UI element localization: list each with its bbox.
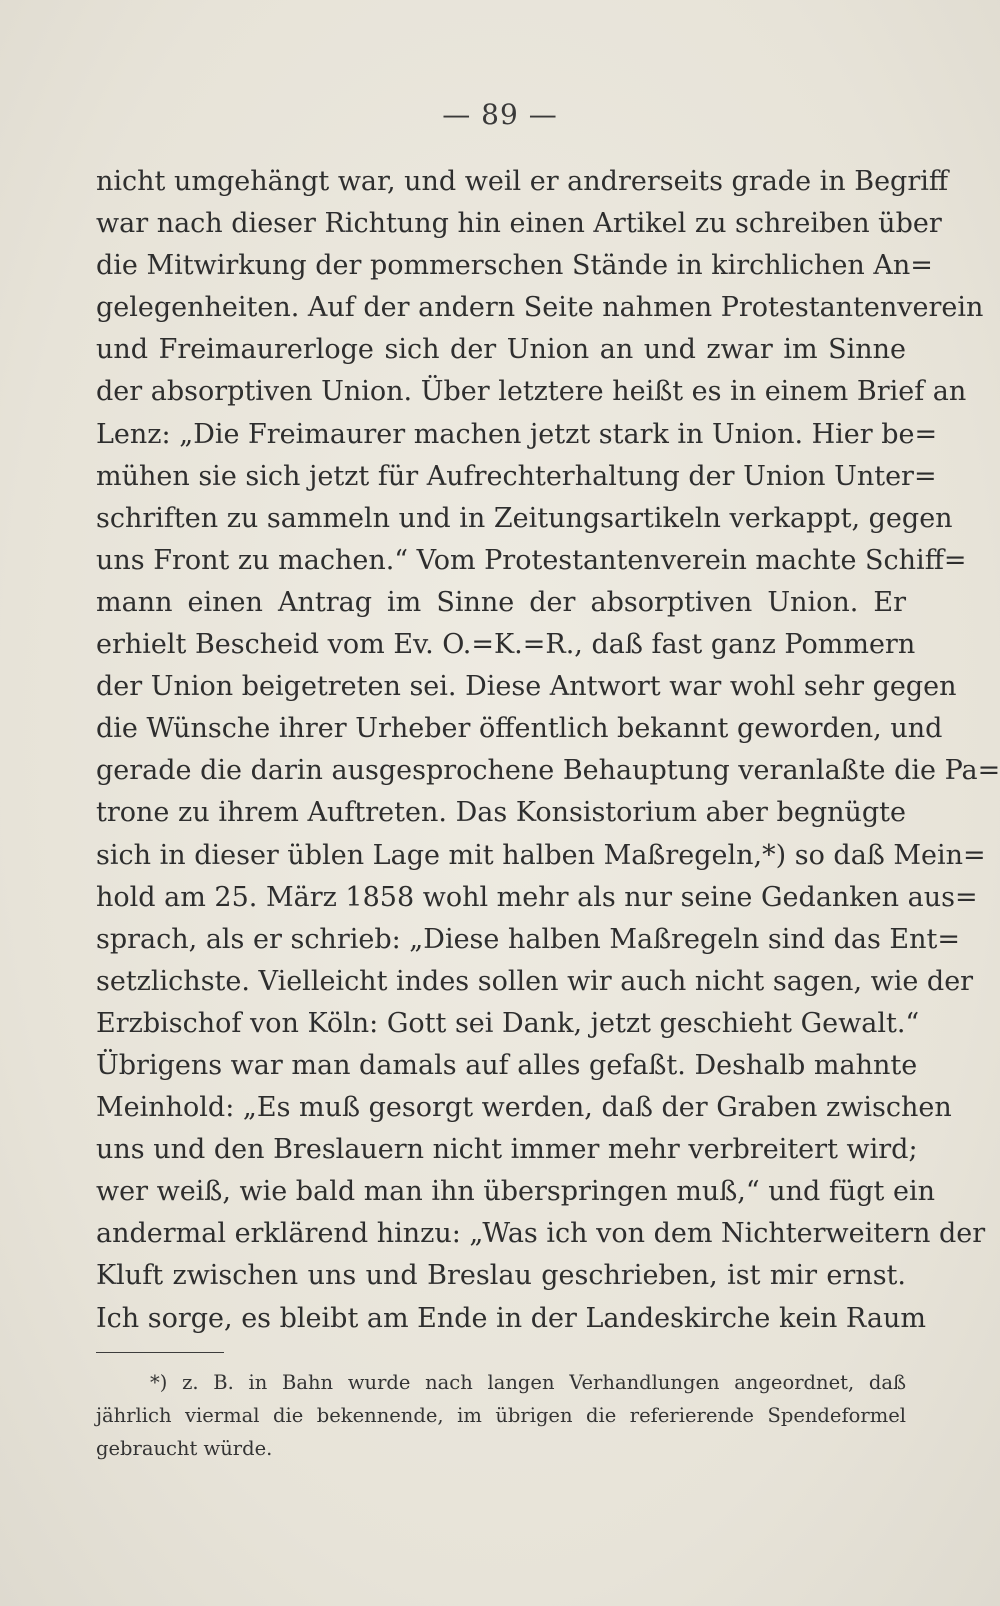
text-line: setzlichste. Vielleicht indes sollen wir auch nicht sagen, wie der	[96, 965, 974, 997]
footnote-divider	[96, 1352, 224, 1353]
page-number: — 89 —	[442, 98, 558, 131]
text-line: gelegenheiten. Auf der andern Seite nahmen Protestantenverein	[96, 292, 984, 324]
text-line: Übrigens war man damals auf alles gefaßt. Deshalb mahnte	[96, 1049, 918, 1081]
text-line: gerade die darin ausgesprochene Behauptung veranlaßte die Pa=	[96, 755, 1000, 787]
text-line: uns Front zu machen.“ Vom Protestantenverein machte Schiff=	[96, 544, 967, 576]
text-line: der Union beigetreten sei. Diese Antwort war wohl sehr gegen	[96, 671, 957, 703]
text-line: nicht umgehängt war, und weil er andrerseits grade in Begriff	[96, 166, 949, 197]
text-line: Meinhold: „Es muß gesorgt werden, daß der Graben zwischen	[96, 1092, 952, 1124]
text-line: trone zu ihrem Auftreten. Das Konsistorium aber begnügte	[96, 797, 906, 829]
text-line: Erzbischof von Köln: Gott sei Dank, jetzt geschieht Gewalt.“	[96, 1007, 920, 1039]
text-line: Ich sorge, es bleibt am Ende in der Landeskirche kein Raum	[96, 1302, 926, 1334]
text-line: wer weiß, wie bald man ihn überspringen muß,“ und fügt ein	[96, 1176, 935, 1208]
text-line: mühen sie sich jetzt für Aufrechterhaltung der Union Unter=	[96, 460, 937, 492]
text-line: andermal erklärend hinzu: „Was ich von dem Nichterweitern der	[96, 1218, 986, 1250]
text-line: die Wünsche ihrer Urheber öffentlich bekannt geworden, und	[96, 713, 943, 745]
footnote-block	[96, 1366, 906, 1465]
text-line: die Mitwirkung der pommerschen Stände in kirchlichen An=	[96, 250, 933, 282]
footnote-line: jährlich viermal die bekennende, im übrigen die referierende Spendeformel	[96, 1404, 906, 1427]
text-line: Lenz: „Die Freimaurer machen jetzt stark in Union. Hier be=	[96, 418, 938, 450]
main-text-block	[96, 161, 1000, 1340]
text-line: und Freimaurerloge sich der Union an und zwar im Sinne	[96, 334, 906, 366]
text-line: mann einen Antrag im Sinne der absorptiven Union. Er	[96, 586, 906, 618]
text-line: war nach dieser Richtung hin einen Artikel zu schreiben über	[96, 208, 942, 240]
text-line: erhielt Bescheid vom Ev. O.=K.=R., daß fast ganz Pommern	[96, 629, 916, 661]
text-line: uns und den Breslauern nicht immer mehr verbreitert wird;	[96, 1134, 918, 1166]
text-line: schriften zu sammeln und in Zeitungsartikeln verkappt, gegen	[96, 502, 953, 534]
footnote-line: gebraucht würde.	[96, 1437, 273, 1460]
footnote-line: *) z. B. in Bahn wurde nach langen Verhandlungen angeordnet, daß	[150, 1371, 906, 1394]
text-line: hold am 25. März 1858 wohl mehr als nur seine Gedanken aus=	[96, 881, 978, 913]
text-line: sich in dieser üblen Lage mit halben Maßregeln,*) so daß Mein=	[96, 839, 986, 871]
text-line: der absorptiven Union. Über letztere heißt es in einem Brief an	[96, 376, 967, 408]
text-line: sprach, als er schrieb: „Diese halben Maßregeln sind das Ent=	[96, 923, 960, 955]
text-line: Kluft zwischen uns und Breslau geschrieben, ist mir ernst.	[96, 1260, 906, 1292]
